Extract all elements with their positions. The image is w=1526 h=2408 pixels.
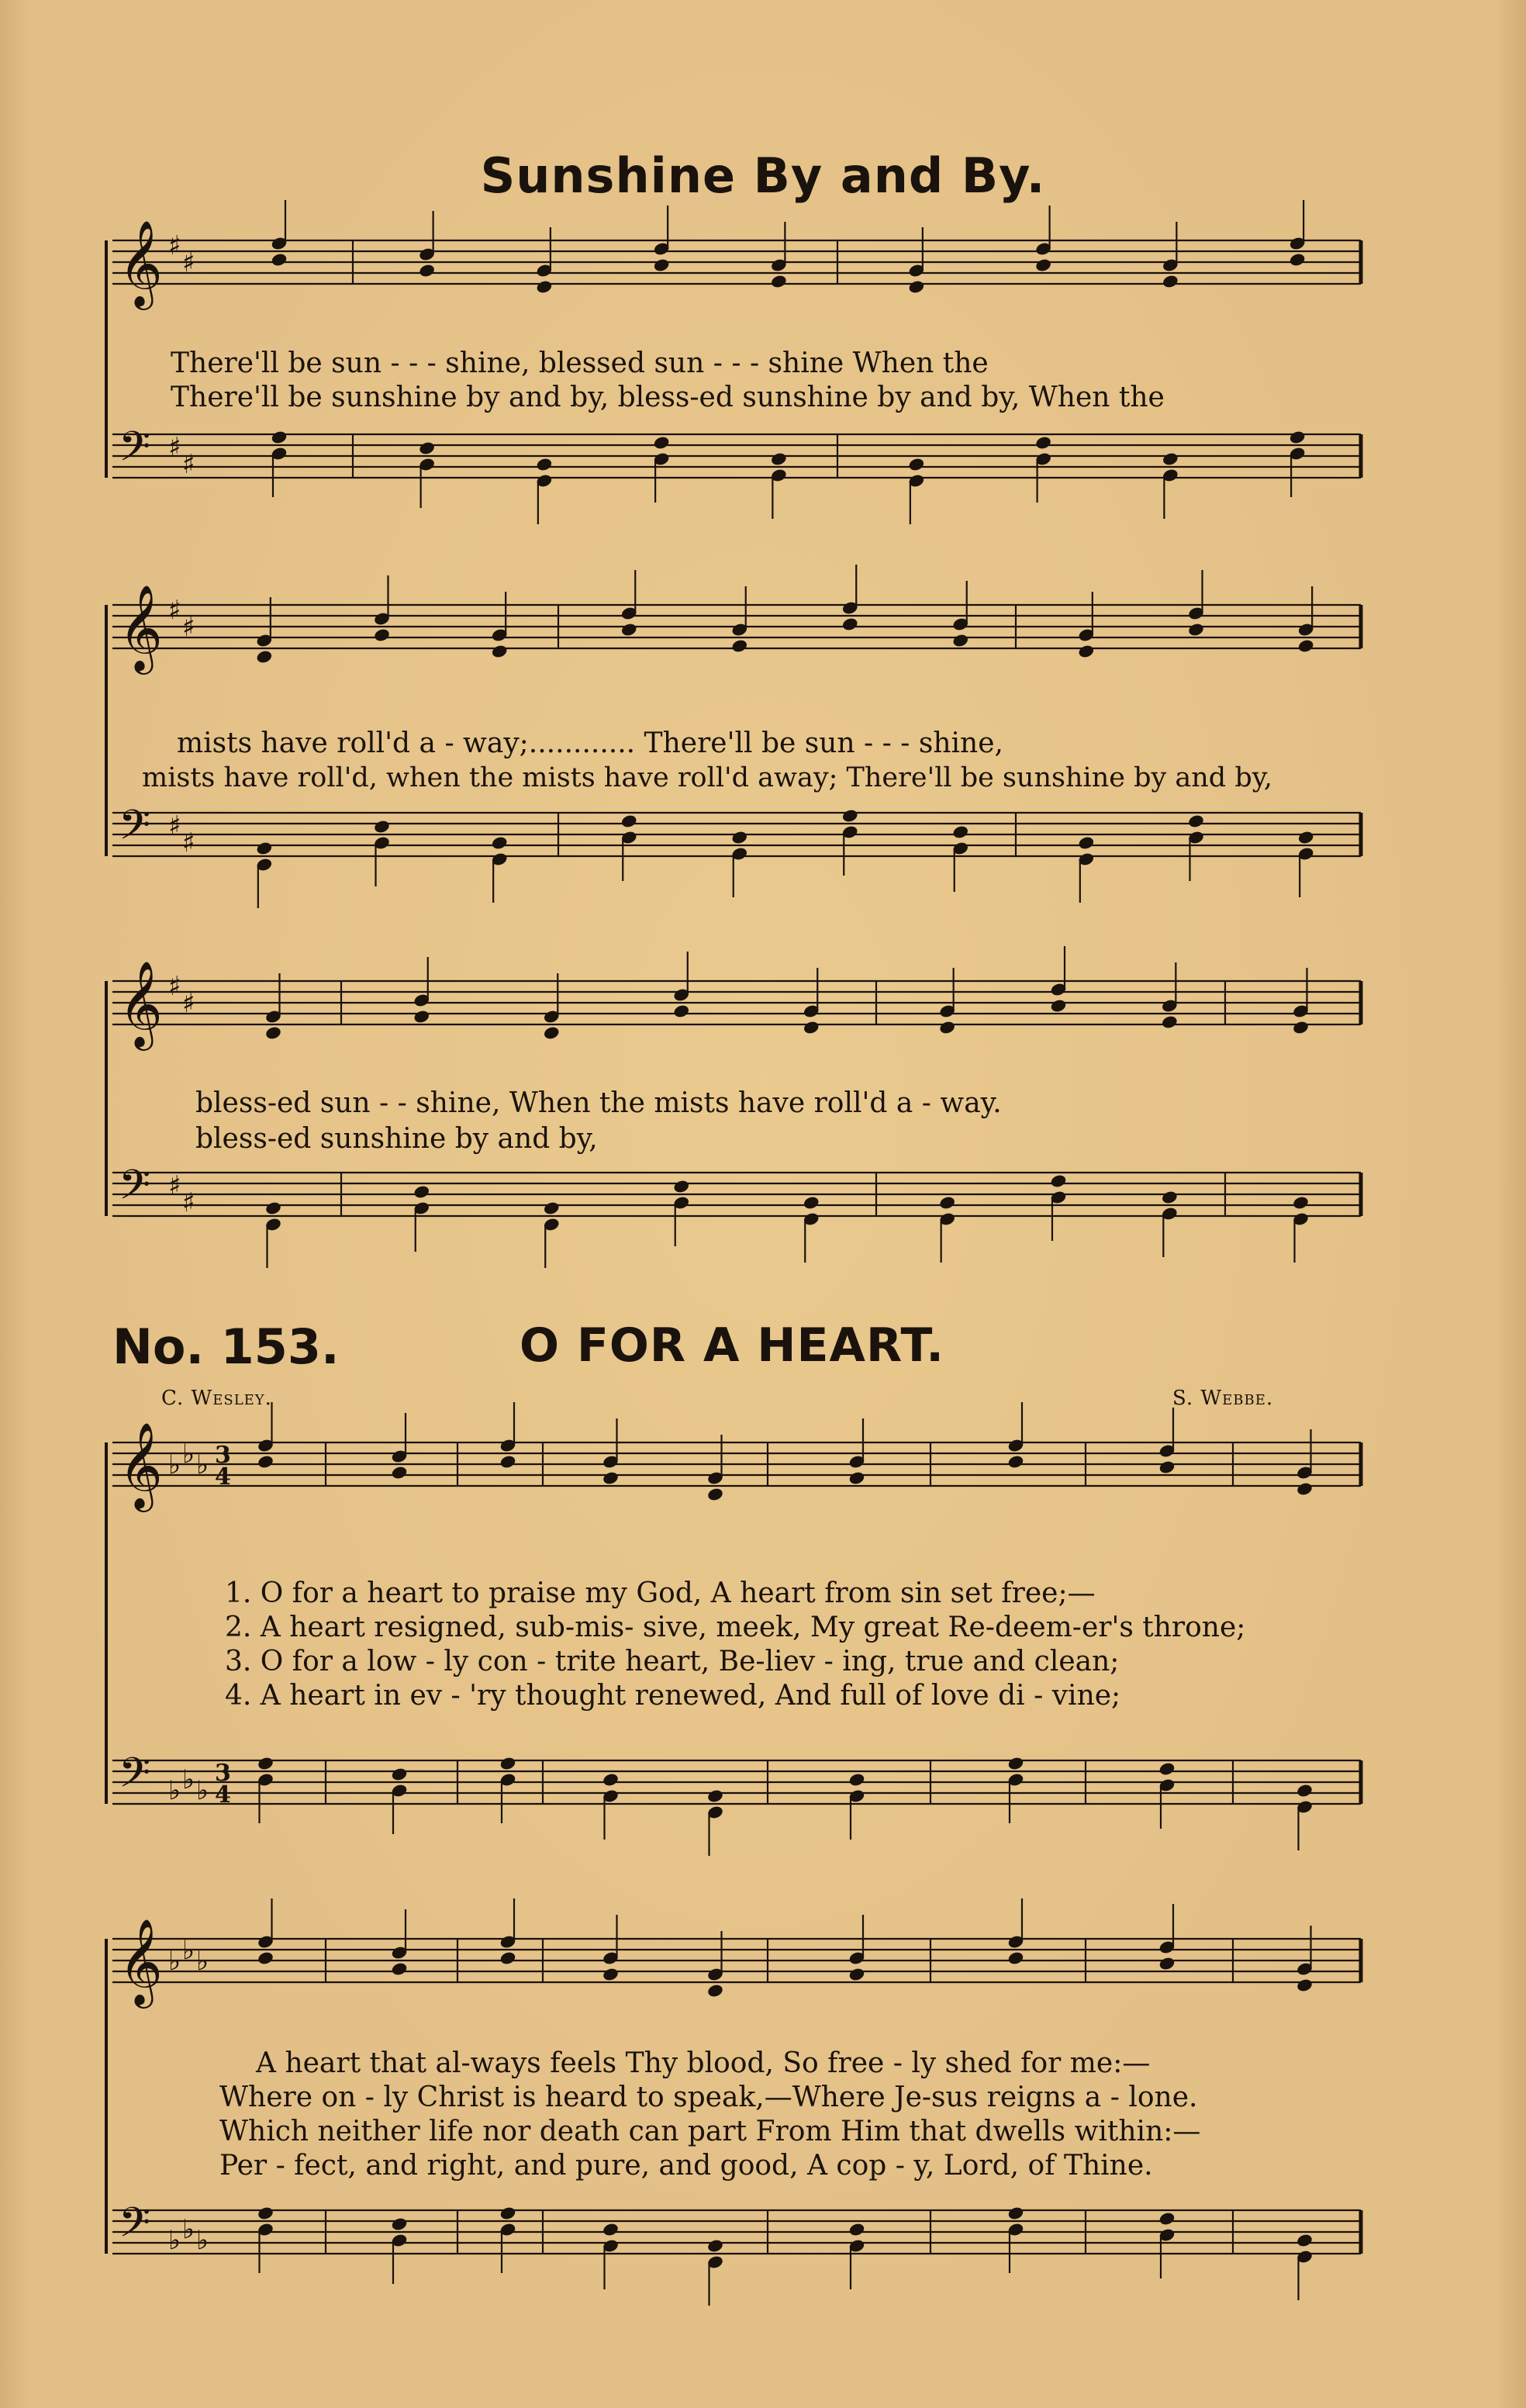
sharp-icon: ♯: [168, 1170, 181, 1201]
note-head: [1297, 830, 1315, 845]
note-head: [1158, 1761, 1176, 1777]
note-head: [706, 1487, 724, 1502]
sharp-icon: ♯: [182, 247, 195, 278]
note-head: [1034, 435, 1052, 451]
note-head: [602, 2222, 620, 2237]
lyric-line: mists have roll'd, when the mists have roll'd away; There'll be sunshine by and by,: [142, 762, 1272, 793]
note-head: [1187, 814, 1205, 829]
note-head: [848, 1967, 866, 1982]
flat-icon: ♭: [196, 1775, 209, 1806]
flat-icon: ♭: [182, 1935, 195, 1966]
note-head: [413, 1009, 430, 1024]
note-head: [620, 814, 638, 829]
hymn-title-o-for-a-heart: O FOR A HEART.: [520, 1318, 945, 1373]
treble-clef-icon: 𝄞: [119, 1422, 163, 1508]
flat-icon: ♭: [196, 1946, 209, 1977]
hymn-title-sunshine: Sunshine By and By.: [480, 147, 1046, 204]
note-head: [1296, 1978, 1314, 1993]
note-head: [803, 1195, 820, 1211]
note-head: [848, 1772, 866, 1788]
note-head: [1296, 1481, 1314, 1497]
note-head: [1161, 1014, 1179, 1030]
note-head: [264, 1201, 282, 1216]
note-head: [1296, 1783, 1314, 1798]
bass-clef-icon: 𝄢: [119, 802, 151, 859]
note-head: [543, 1201, 561, 1216]
note-head: [1296, 2233, 1314, 2248]
flat-icon: ♭: [196, 1449, 209, 1480]
note-head: [1292, 1020, 1310, 1035]
note-head: [770, 274, 788, 289]
verse-line: 2. A heart resigned, sub-mis- sive, meek, My great Re-deem-er's throne;: [225, 1612, 1246, 1643]
flat-icon: ♭: [182, 1439, 195, 1470]
note-head: [770, 451, 788, 467]
sharp-icon: ♯: [168, 595, 181, 626]
note-head: [1162, 274, 1179, 289]
sharp-icon: ♯: [168, 971, 181, 1002]
verse-line: Which neither life nor death can part From Him that dwells within:—: [219, 2116, 1201, 2147]
sharp-icon: ♯: [182, 612, 195, 643]
note-head: [1078, 835, 1096, 851]
note-head: [1007, 1950, 1025, 1966]
note-head: [391, 1961, 409, 1977]
note-head: [257, 1454, 274, 1470]
note-head: [848, 2222, 866, 2237]
note-head: [536, 279, 554, 295]
note-head: [256, 841, 274, 856]
note-head: [1158, 2211, 1176, 2227]
note-head: [391, 1465, 409, 1480]
note-head: [602, 1772, 620, 1788]
bass-clef-icon: 𝄢: [119, 423, 151, 481]
note-head: [1050, 998, 1068, 1014]
verse-line: 3. O for a low - ly con - trite heart, Be-liev - ing, true and clean;: [225, 1646, 1120, 1677]
note-head: [1292, 1195, 1310, 1211]
time-signature: 3: [215, 1442, 231, 1469]
note-head: [499, 1454, 517, 1470]
note-head: [841, 808, 859, 824]
note-head: [391, 1767, 409, 1782]
note-head: [938, 1020, 956, 1035]
flat-icon: ♭: [182, 2214, 195, 2245]
note-head: [951, 824, 969, 840]
note-head: [938, 1195, 956, 1211]
note-head: [257, 1950, 274, 1966]
note-head: [908, 279, 926, 295]
hymn-number: No. 153.: [112, 1318, 340, 1375]
note-head: [1289, 252, 1307, 268]
note-head: [951, 633, 969, 648]
note-head: [373, 627, 391, 643]
note-head: [271, 252, 288, 268]
note-head: [841, 617, 859, 632]
note-head: [499, 2206, 517, 2221]
note-head: [1161, 1190, 1179, 1205]
note-head: [536, 457, 554, 472]
note-head: [1289, 430, 1307, 445]
note-head: [1034, 257, 1052, 273]
note-head: [257, 1756, 274, 1771]
note-head: [499, 1950, 517, 1966]
note-head: [672, 1179, 690, 1194]
note-head: [602, 1470, 620, 1486]
note-head: [1007, 1756, 1025, 1771]
note-head: [602, 1967, 620, 1982]
note-head: [1158, 1460, 1176, 1475]
sharp-icon: ♯: [168, 230, 181, 261]
composer-credit: S. Webbe.: [1172, 1387, 1274, 1410]
note-head: [413, 1184, 430, 1200]
note-head: [373, 819, 391, 834]
note-head: [803, 1020, 820, 1035]
flat-icon: ♭: [168, 2225, 181, 2256]
treble-clef-icon: 𝄞: [119, 219, 163, 306]
note-head: [418, 263, 436, 278]
note-head: [264, 1025, 282, 1041]
note-head: [1297, 638, 1315, 654]
lyric-line: mists have roll'd a - way;............ There'll be sun - - - shine,: [177, 727, 1003, 759]
note-head: [672, 1004, 690, 1019]
flat-icon: ♭: [196, 2225, 209, 2256]
note-head: [418, 440, 436, 456]
note-head: [543, 1025, 561, 1041]
note-head: [620, 622, 638, 637]
note-head: [653, 257, 671, 273]
sharp-icon: ♯: [182, 1187, 195, 1218]
note-head: [491, 835, 509, 851]
flat-icon: ♭: [168, 1775, 181, 1806]
note-head: [257, 2206, 274, 2221]
lyric-line: There'll be sun - - - shine, blessed sun - - - shine When the: [171, 347, 989, 379]
note-head: [653, 435, 671, 451]
verse-line: Per - fect, and right, and pure, and good, A cop - y, Lord, of Thine.: [219, 2150, 1153, 2182]
sharp-icon: ♯: [168, 432, 181, 463]
treble-clef-icon: 𝄞: [119, 960, 163, 1047]
note-head: [391, 2216, 409, 2232]
time-signature: 4: [215, 1463, 231, 1491]
note-head: [1158, 1956, 1176, 1971]
bass-clef-icon: 𝄢: [119, 2199, 151, 2257]
bass-clef-icon: 𝄢: [119, 1750, 151, 1807]
note-head: [706, 1788, 724, 1804]
sharp-icon: ♯: [182, 827, 195, 859]
time-signature: 3: [215, 1760, 231, 1787]
note-head: [1187, 622, 1205, 637]
flat-icon: ♭: [182, 1764, 195, 1795]
note-head: [256, 649, 274, 665]
treble-clef-icon: 𝄞: [119, 1918, 163, 2005]
lyric-line: bless-ed sunshine by and by,: [195, 1123, 598, 1155]
time-signature: 4: [215, 1781, 231, 1809]
sharp-icon: ♯: [168, 810, 181, 841]
note-head: [848, 1470, 866, 1486]
note-head: [706, 1983, 724, 1999]
note-head: [908, 457, 926, 472]
note-head: [1078, 644, 1096, 659]
flat-icon: ♭: [168, 1946, 181, 1977]
lyric-line: There'll be sunshine by and by, bless-ed sunshine by and by, When the: [171, 382, 1165, 413]
flat-icon: ♭: [168, 1449, 181, 1480]
verse-line: 1. O for a heart to praise my God, A heart from sin set free;—: [225, 1577, 1096, 1609]
note-head: [1007, 1454, 1025, 1470]
note-head: [730, 638, 748, 654]
note-head: [1007, 2206, 1025, 2221]
sharp-icon: ♯: [182, 449, 195, 480]
verse-line: 4. A heart in ev - 'ry thought renewed, And full of love di - vine;: [225, 1680, 1121, 1712]
verse-line: Where on - ly Christ is heard to speak,—Where Je-sus reigns a - lone.: [219, 2082, 1198, 2113]
note-head: [271, 430, 288, 445]
verse-line: A heart that al-ways feels Thy blood, So free - ly shed for me:—: [256, 2047, 1151, 2079]
note-head: [706, 2238, 724, 2254]
note-head: [499, 1756, 517, 1771]
lyric-line: bless-ed sun - - shine, When the mists have roll'd a - way.: [195, 1087, 1002, 1119]
note-head: [1162, 451, 1179, 467]
sharp-icon: ♯: [182, 988, 195, 1019]
lyricist-credit: C. Wesley.: [161, 1387, 272, 1410]
treble-clef-icon: 𝄞: [119, 584, 163, 671]
note-head: [1050, 1173, 1068, 1189]
note-head: [491, 644, 509, 659]
bass-clef-icon: 𝄢: [119, 1162, 151, 1219]
note-head: [730, 830, 748, 845]
